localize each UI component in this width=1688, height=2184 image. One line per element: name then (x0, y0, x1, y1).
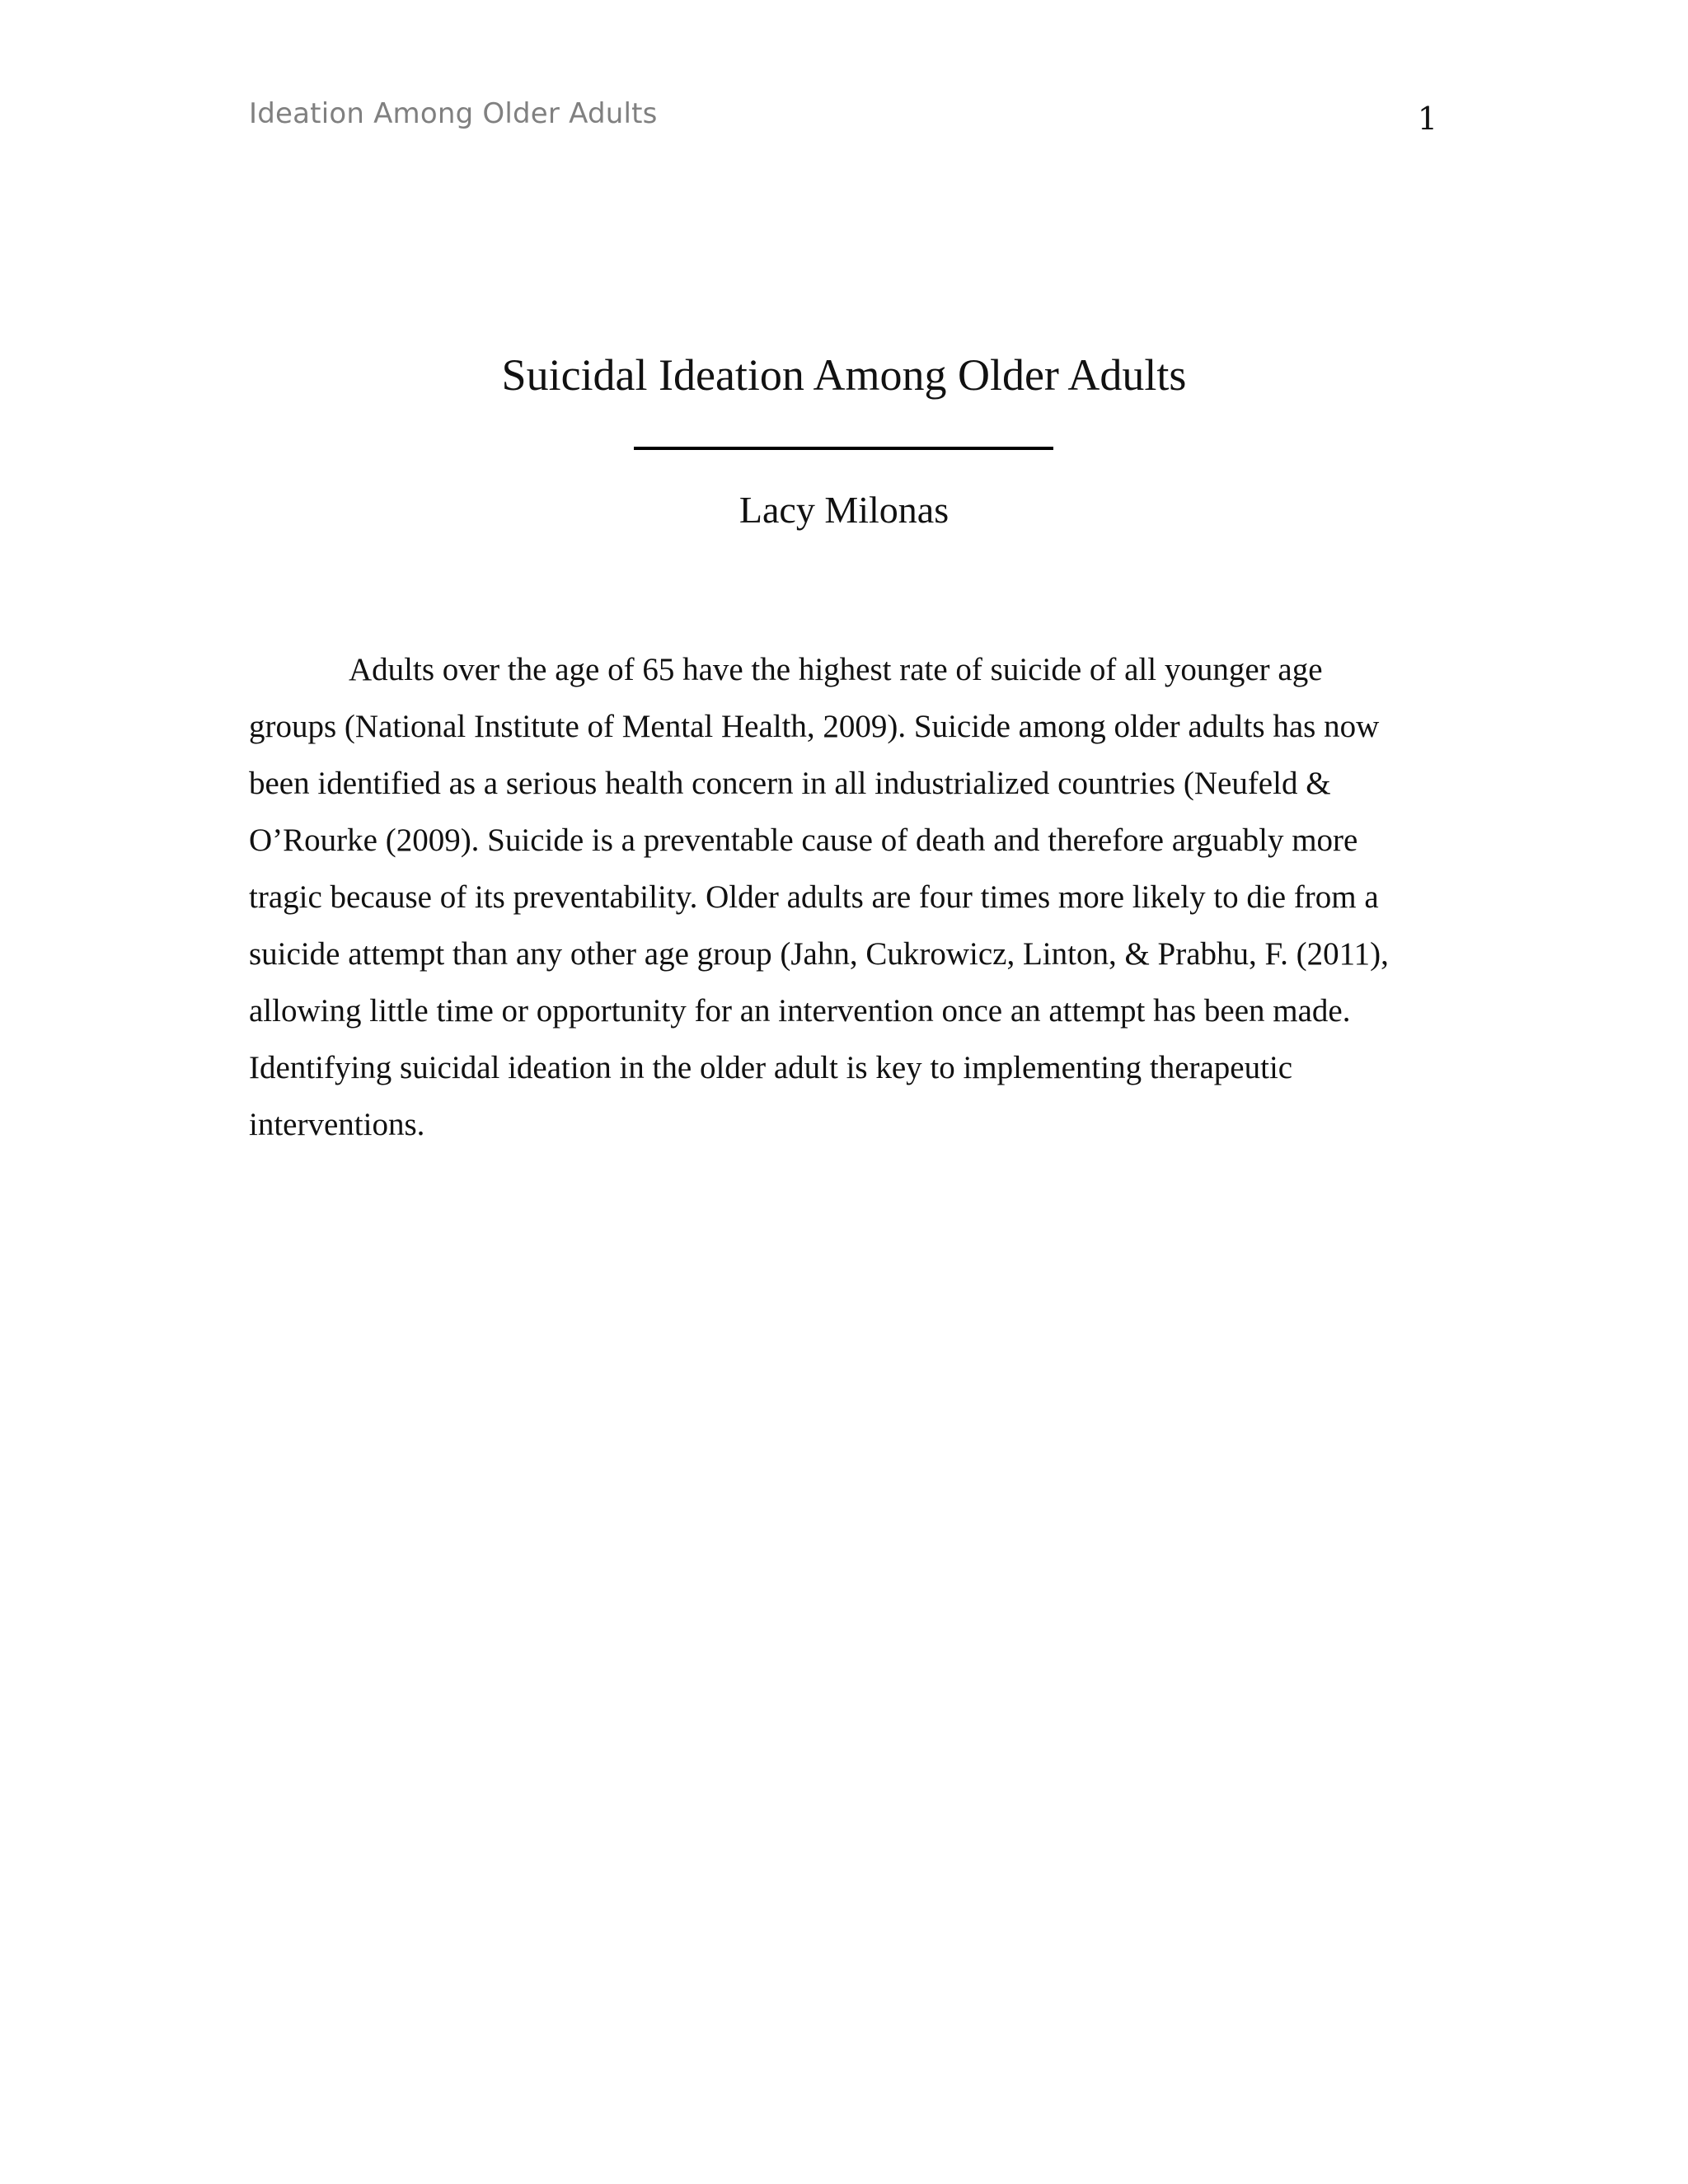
paragraph-line: groups (National Institute of Mental Health, 2009). Suicide among older adults has now (249, 709, 1380, 744)
paragraph-line: been identified as a serious health concern in all industrialized countries (Neufeld & (249, 766, 1331, 801)
paragraph-line: Identifying suicidal ideation in the older adult is key to implementing therapeutic (249, 1050, 1293, 1085)
paragraph-line: interventions. (249, 1107, 425, 1142)
page-number: 1 (1417, 101, 1437, 137)
paragraph-line: suicide attempt than any other age group (Jahn, Cukrowicz, Linton, & Prabhu, F. (2011), (249, 936, 1389, 972)
paragraph-line: Adults over the age of 65 have the highest rate of suicide of all younger age (349, 652, 1323, 687)
paragraph-line: tragic because of its preventability. Older adults are four times more likely to die from a (249, 879, 1379, 915)
paragraph-line: O’Rourke (2009). Suicide is a preventable cause of death and therefore arguably more (249, 823, 1358, 858)
title-underline-rule (634, 447, 1053, 450)
author-name: Lacy Milonas (738, 489, 950, 531)
running-head: Ideation Among Older Adults (249, 97, 658, 130)
paper-title: Suicidal Ideation Among Older Adults (501, 350, 1187, 400)
paragraph-line: allowing little time or opportunity for an intervention once an attempt has been made. (249, 993, 1351, 1029)
body-paragraph (249, 641, 1441, 1153)
